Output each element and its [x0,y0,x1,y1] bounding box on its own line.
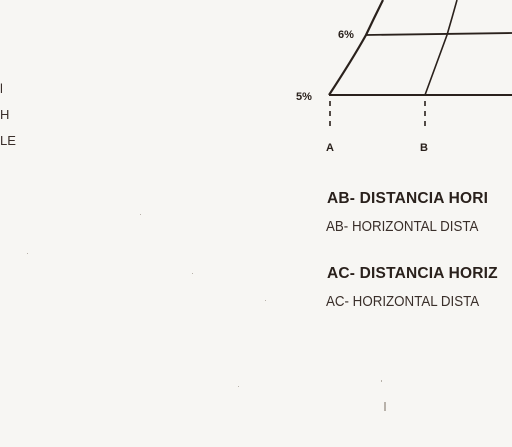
grade-line-6 [366,33,512,35]
caption-ab-english: AB- HORIZONTAL DISTA [326,219,479,235]
scan-speck [238,386,239,387]
point-label-b: B [420,142,428,154]
point-label-a: A [326,142,334,154]
scan-speck [381,380,382,382]
scan-speck [27,253,28,254]
grade-label-5: 5% [296,91,312,103]
caption-ac-spanish: AC- DISTANCIA HORIZ [327,265,498,282]
scan-speck [140,214,141,215]
cropped-text-fragment: l [0,81,3,96]
cropped-text-fragment: H [0,107,10,122]
scan-speck [384,402,386,411]
grade-label-6: 6% [338,29,354,41]
caption-ac-english: AC- HORIZONTAL DISTA [326,294,480,310]
scan-speck [265,300,266,301]
grade-curve-left [329,0,383,95]
caption-ab-spanish: AB- DISTANCIA HORI [327,190,489,207]
grade-curve-middle [425,0,457,95]
cropped-text-fragment: LE [0,133,16,148]
scan-speck [192,273,193,274]
